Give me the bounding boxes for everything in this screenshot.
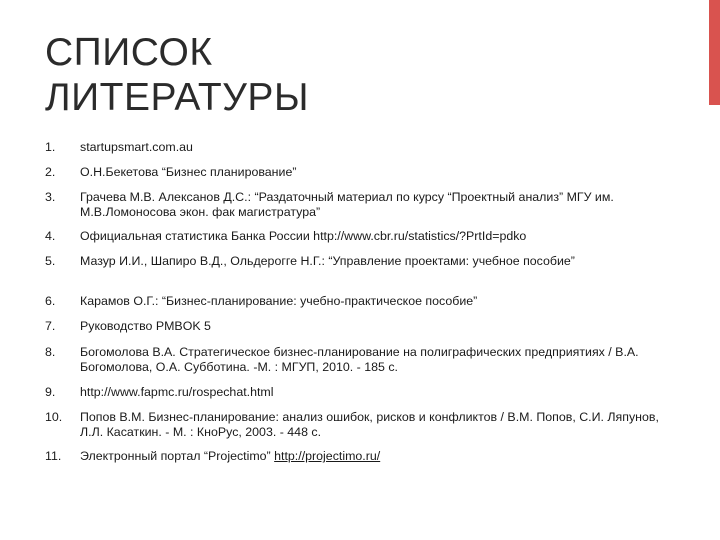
reference-number: 10. xyxy=(45,410,63,424)
reference-text: Грачева М.В. Алексанов Д.С.: “Раздаточный материал по курсу “Проектный анализ” МГУ им. М.В.Ломоносова экон. фак магистратура” xyxy=(80,190,614,219)
reference-text: Руководство PMBOK 5 xyxy=(80,319,211,333)
reference-item xyxy=(45,345,665,385)
reference-number: 6. xyxy=(45,294,56,308)
reference-text xyxy=(80,449,665,464)
reference-text: Мазур И.И., Шапиро В.Д., Ольдерогге Н.Г.: “Управление проектами: учебное пособие” xyxy=(80,254,575,268)
title-line-2: ЛИТЕРАТУРЫ xyxy=(45,76,309,119)
reference-text: Богомолова В.А. Стратегическое бизнес-планирование на полиграфических предприятиях / В.А. Богомолова, О.А. Субботина. -М. : МГУП, 2010. - 185 с. xyxy=(80,345,639,374)
reference-item xyxy=(45,410,665,449)
reference-item xyxy=(45,294,665,319)
accent-bar xyxy=(709,0,720,105)
reference-item xyxy=(45,449,665,469)
reference-text-prefix: Электронный портал “Projectimo” xyxy=(80,449,275,463)
reference-number: 3. xyxy=(45,190,56,204)
reference-number: 1. xyxy=(45,140,56,154)
reference-item xyxy=(45,385,665,410)
reference-number: 5. xyxy=(45,254,56,268)
reference-item xyxy=(45,165,665,190)
reference-number: 9. xyxy=(45,385,56,399)
reference-item xyxy=(45,319,665,345)
page-title xyxy=(45,30,645,120)
reference-number: 8. xyxy=(45,345,56,359)
title-line-1: СПИСОК xyxy=(45,31,213,74)
reference-text: startupsmart.com.au xyxy=(80,140,193,154)
reference-text: Карамов О.Г.: “Бизнес-планирование: учебно-практическое пособие” xyxy=(80,294,478,308)
reference-item xyxy=(45,140,665,165)
reference-item xyxy=(45,229,665,254)
reference-text: Попов В.М. Бизнес-планирование: анализ ошибок, рисков и конфликтов / В.М. Попов, С.И. Ляпунов, Л.Л. Касаткин. - М. : КноРус, 2003. - 448 с. xyxy=(80,410,659,439)
reference-list xyxy=(45,140,665,469)
reference-item xyxy=(45,190,665,229)
reference-number: 11. xyxy=(45,449,62,463)
reference-text: http://www.fapmc.ru/rospechat.html xyxy=(80,385,274,399)
reference-number: 4. xyxy=(45,229,56,243)
projectimo-link[interactable]: http://projectimo.ru/ xyxy=(274,449,381,463)
reference-text: О.Н.Бекетова “Бизнес планирование” xyxy=(80,165,297,179)
reference-number: 2. xyxy=(45,165,56,179)
reference-number: 7. xyxy=(45,319,56,333)
reference-text: Официальная статистика Банка России http://www.cbr.ru/statistics/?PrtId=pdko xyxy=(80,229,527,243)
reference-item xyxy=(45,254,665,294)
